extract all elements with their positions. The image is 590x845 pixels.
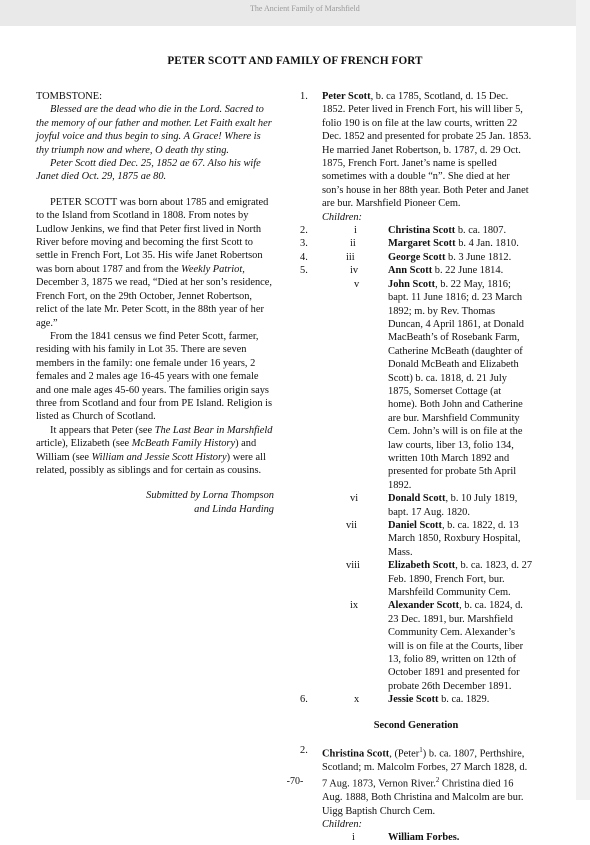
header-ghost: The Ancient Family of Marshfield bbox=[250, 4, 360, 13]
paragraph-2: From the 1841 census we find Peter Scott, farmer, residing with his family in Lot 35. There are seven members in the family: one female under 16 years, 2 females and 2 males age 16-45 years with one female and one male ages 45-60 years. The families origin says three from Scotland and four from PE Island. Religion is listed as Church of Scotland. bbox=[36, 330, 273, 423]
page-edge-right bbox=[576, 0, 590, 800]
child-name: George Scott bbox=[388, 251, 446, 263]
child-row: 4. iii George Scott b. 3 June 1812. bbox=[300, 251, 512, 263]
section-heading: Second Generation bbox=[373, 719, 459, 731]
page-edge bbox=[0, 0, 590, 26]
death-note: Peter Scott died Dec. 25, 1852 ae 67. Also his wife Janet died Oct. 29, 1875 ae 80. bbox=[36, 158, 261, 183]
children-label-2: Children: bbox=[322, 819, 363, 831]
child-name: Ann Scott bbox=[388, 265, 433, 277]
page-number: -70- bbox=[286, 776, 304, 787]
submitted-by: Submitted by Lorna Thompson bbox=[146, 490, 274, 502]
child-name: Donald Scott bbox=[388, 493, 446, 505]
paragraph-1: PETER SCOTT was born about 1785 and emigrated to the Island from Scotland in 1808. From notes by Ludlow Jenkins, we find that Peter first lived in North River before moving and becoming the first Scott to settle in French Fort, Lot 35. His wife Janet Robertson was born about 1787 and from the Weekly Patriot, December 3, 1875 we read, “Died at her son’s residence, French Fort, on the 29th October, Jennet Robertson, relict of the late Mr. Peter Scott, in the 88th year of her age.” bbox=[36, 196, 273, 329]
tombstone-label: TOMBSTONE: bbox=[36, 91, 103, 102]
child-row: 5. iv Ann Scott b. 22 June 1814. bbox=[300, 265, 504, 277]
child-row: vi Donald Scott, b. 10 July 1819, bapt. 17 Aug. 1820. bbox=[350, 493, 518, 518]
child-row: viii Elizabeth Scott, b. ca. 1823, d. 27 Feb. 1890, French Fort, bur. Marshfeild Community Cem. bbox=[346, 560, 533, 599]
epitaph: Blessed are the dead who die in the Lord. Sacred to the memory of our father and mother. Let Faith exalt her joyful voice and thus begin to sing. A Grace! Where is thy triumph now and where, O death thy sting. bbox=[36, 104, 272, 156]
children-list bbox=[300, 224, 532, 707]
child-name: Elizabeth Scott bbox=[388, 560, 456, 572]
left-column bbox=[36, 90, 274, 516]
child-row: ix Alexander Scott, b. ca. 1824, d. 23 Dec. 1891, bur. Marshfield Community Cem. Alexander’s will is on file at the Courts, liber 13, folio 89, written on 12th of October 1891 and presented for probate 26th December 1891. bbox=[350, 600, 524, 692]
child-row: i William Forbes. bbox=[352, 832, 460, 844]
entry-name: Christina Scott bbox=[322, 748, 390, 760]
child-row: v John Scott, b. 22 May, 1816; bapt. 11 June 1816; d. 23 March 1892; m. by Rev. Thomas Duncan, 4 April 1861, at Donald MacBeath’s of Rosebank Farm, Catherine McBeath (daughter of Donald McBeath and Elizabeth Scott) b. ca. 1818, d. 21 July 1875, Somerset Cottage (at home). Both John and Catherine are bur. Marshfield Community Cem. John’s will is on file at the law courts, liber 13, folio 134, written 10th March 1892 and presented for probate 5th April 1892. bbox=[354, 278, 524, 491]
right-column bbox=[300, 90, 532, 845]
page-title: PETER SCOTT AND FAMILY OF FRENCH FORT bbox=[167, 55, 423, 67]
child-name: Jessie Scott bbox=[388, 694, 439, 706]
child-name: Christina Scott bbox=[388, 225, 456, 237]
child-row: 6. x Jessie Scott b. ca. 1829. bbox=[300, 694, 490, 706]
child-row: 2. i Christina Scott b. ca. 1807. bbox=[300, 225, 507, 237]
entry-name: Peter Scott bbox=[322, 91, 371, 102]
child-name: Alexander Scott bbox=[388, 600, 460, 612]
genealogy-entry-2: 2. Christina Scott, (Peter$^1$) b. ca. 1807, Perthshire, Scotland; m. Malcolm Forbes, 27 March 1828, d. 7 Aug. 1873, Vernon River.$^2$ Christina died 16 Aug. 1888, Both Christina and Malcolm are bur. Uigg Baptish Church Cem. bbox=[300, 745, 528, 817]
submitted-by-2: and Linda Harding bbox=[194, 503, 274, 515]
child-name: Daniel Scott bbox=[388, 520, 442, 531]
genealogy-entry-1: 1. Peter Scott, b. ca 1785, Scotland, d. 15 Dec. 1852. Peter lived in French Fort, his will liber 5, folio 190 is on file at the law courts, written 22 Dec. 1852 and presented for probate 25 Jan. 1853. He married Janet Robertson, b. 1787, d. 29 Oct. 1875, French Fort. Janet’s name is spelled sometimes with a double “n”. She died at her son’s house in her 88th year. Both Peter and Janet are bur. Marshfield Pioneer Cem. bbox=[300, 91, 532, 210]
child-name: Margaret Scott bbox=[388, 238, 456, 250]
child-name: John Scott bbox=[388, 278, 436, 290]
child-row: 3. ii Margaret Scott b. 4 Jan. 1810. bbox=[300, 238, 519, 250]
paragraph-3: It appears that Peter (see The Last Bear in Marshfield article), Elizabeth (see McBeath Family History) and William (see William and Jessie Scott History) were all related, possibly as siblings and for certain as cousins. bbox=[36, 424, 273, 476]
children-label: Children: bbox=[322, 211, 363, 223]
child-row: vii Daniel Scott, b. ca. 1822, d. 13 March 1850, Roxbury Hospital, Mass. bbox=[346, 520, 521, 558]
